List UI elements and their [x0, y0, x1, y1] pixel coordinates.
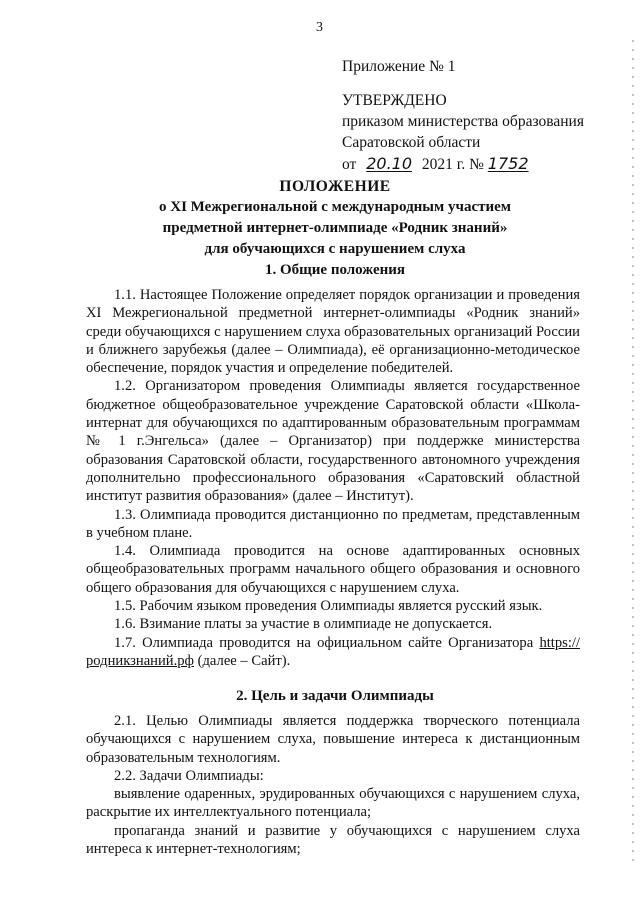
- paragraph-2-2: 2.2. Задачи Олимпиады:: [114, 767, 264, 784]
- title-line-3: для обучающихся с нарушением слуха: [204, 241, 466, 257]
- title-line-1: о XI Межрегиональной с международным участием: [159, 199, 511, 215]
- approved-label: УТВЕРЖДЕНО: [342, 92, 447, 109]
- page-number: 3: [316, 20, 323, 35]
- title-line-2: предметной интернет-олимпиаде «Родник знаний»: [162, 220, 508, 236]
- paragraph-1-7: [86, 634, 580, 671]
- document-title: [90, 176, 580, 260]
- appendix-label: Приложение № 1: [342, 58, 456, 75]
- paragraph-2-1: 2.1. Целью Олимпиады является поддержка творческого потенциала обучающихся с нарушением слуха, повышение интереса к дистанционным образовательным технологиям.: [86, 713, 580, 766]
- section-1-heading: 1. Общие положения: [264, 262, 406, 278]
- scan-margin-marks: [632, 40, 634, 865]
- section-2-heading: 2. Цель и задачи Олимпиады: [236, 688, 434, 704]
- handwritten-date: 20.10: [366, 154, 413, 173]
- handwritten-order-number: 1752: [487, 154, 529, 173]
- paragraph-1-7-suffix: (далее – Сайт).: [194, 652, 291, 669]
- section-1-body: [86, 286, 580, 670]
- approval-line-region: Саратовской области: [342, 134, 481, 151]
- paragraph-2-task-2: пропаганда знаний и развитие у обучающихся с нарушением слуха интереса к интернет-технологиям;: [86, 822, 580, 858]
- section-2-body: [86, 712, 580, 858]
- paragraph-1-7-text: 1.7. Олимпиада проводится на официальном сайте Организатора: [114, 634, 534, 651]
- paragraph-1-3: 1.3. Олимпиада проводится дистанционно по предметам, представленным в учебном плане.: [86, 506, 580, 541]
- paragraph-1-2: 1.2. Организатором проведения Олимпиады является государственное бюджетное общеобразовательное учреждение Саратовской области «Школа-интернат для обучающихся по адаптированным образовательным программам № 1 г.Энгельса» (далее – Организатор) при поддержке министерства образования Саратовской области, государственного автономного учреждения дополнительно профессионального образования «Саратовский областной институт развития образования» (далее – Институт).: [86, 378, 580, 505]
- approval-line-order: приказом министерства образования: [342, 113, 584, 130]
- date-prefix: от: [342, 156, 357, 173]
- paragraph-1-4: 1.4. Олимпиада проводится на основе адаптированных основных общеобразовательных программ начального общего образования и основного общего образования для обучающихся с нарушением слуха.: [86, 543, 580, 596]
- title-main: ПОЛОЖЕНИЕ: [279, 178, 391, 195]
- site-link[interactable]: https://родникзнаний.рф: [86, 634, 580, 669]
- paragraph-1-5: 1.5. Рабочим языком проведения Олимпиады является русский язык.: [114, 598, 543, 615]
- approval-stamp-block: [342, 90, 584, 175]
- date-year: 2021 г. №: [421, 156, 484, 173]
- approval-date-line: [342, 153, 584, 175]
- paragraph-1-6: 1.6. Взимание платы за участие в олимпиаде не допускается.: [114, 616, 493, 633]
- paragraph-1-1: 1.1. Настоящее Положение определяет порядок организации и проведения XI Межрегиональной предметной интернет-олимпиады «Родник знаний» среди обучающихся с нарушением слуха образовательных организаций России и ближнего зарубежья (далее – Олимпиада), её организационно-методическое обеспечение, порядок участия и определение победителей.: [86, 287, 580, 377]
- paragraph-2-task-1: выявление одаренных, эрудированных обучающихся с нарушением слуха, раскрытие их интеллектуального потенциала;: [86, 786, 580, 821]
